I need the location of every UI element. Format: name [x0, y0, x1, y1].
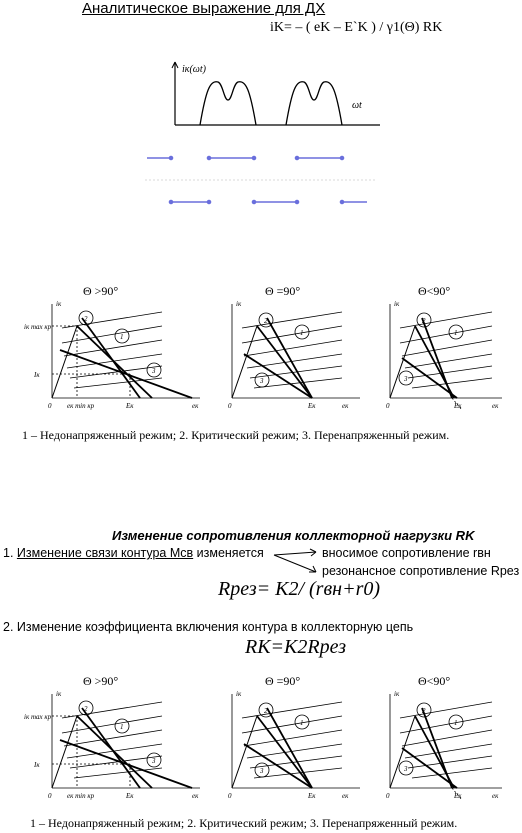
section-title-analytic: Аналитическое выражение для ДХ: [82, 0, 326, 17]
panel-a: [52, 304, 200, 398]
marker-2-c2: 2: [422, 707, 426, 715]
marker-3-a: 3: [152, 367, 156, 375]
marker-2-c: 2: [422, 317, 426, 325]
marker-3-b: 3: [260, 377, 264, 385]
ekmin-label-a: eк min кр: [67, 402, 95, 410]
ek-label-c: eк: [492, 402, 499, 410]
arrow-bottom-text: резонансное сопротивление Rрез: [322, 564, 520, 578]
Ek-label-c2: Eк: [454, 792, 462, 800]
ek-label-b: eк: [342, 402, 349, 410]
item1-link: Изменение связи контура Mсв: [16, 546, 194, 560]
Ik-label-a2: Iк: [34, 761, 40, 769]
branch-arrows: [272, 547, 322, 577]
item2-line: 2. Изменение коэффициента включения контура в коллекторную цепь: [3, 620, 414, 634]
panel-c: [390, 304, 502, 410]
load-lines-diagram-2: [22, 688, 507, 806]
marker-1-b2: 1: [300, 719, 304, 727]
marker-1-b: 1: [300, 329, 304, 337]
diagram2-title-c: Θ<90°: [418, 674, 451, 688]
Ek-label-a2: Eк: [126, 792, 134, 800]
marker-3-c2: 3: [404, 765, 408, 773]
zero-label-a2: 0: [48, 792, 52, 800]
marker-2-b: 2: [264, 317, 268, 325]
item1-line: [3, 546, 264, 560]
Ik-label-a: Iк: [34, 371, 40, 379]
diagram2-caption: 1 – Недонапряженный режим; 2. Критический режим; 3. Перенапряженный режим.: [30, 816, 458, 830]
waveform-ylabel: iк(ωt): [182, 64, 206, 75]
zero-label-c: 0: [386, 402, 390, 410]
ek-label-b2: eк: [342, 792, 349, 800]
Ek-label-c: Eк: [454, 402, 462, 410]
zero-label-c2: 0: [386, 792, 390, 800]
marker-2-a2: 2: [84, 705, 88, 713]
ik-label-a: iк: [56, 300, 62, 308]
ek-label-a2: eк: [192, 792, 199, 800]
ik-label-c2: iк: [394, 690, 400, 698]
item1-suffix: изменяется: [193, 546, 264, 560]
ek-label-c2: eк: [492, 792, 499, 800]
diagram2-title-a: Θ >90°: [83, 674, 119, 688]
ikmax-label-a: iк max кр: [24, 323, 52, 331]
marker-3-a2: 3: [152, 757, 156, 765]
marker-2-b2: 2: [264, 707, 268, 715]
diagram1-title-a: Θ >90°: [83, 284, 119, 298]
diagram1-title-c: Θ<90°: [418, 284, 451, 298]
arrow-top-text: вносимое сопротивление rвн: [322, 546, 491, 560]
ik-label-b: iк: [236, 300, 242, 308]
Ek-label-b: Eк: [308, 402, 316, 410]
ik-label-b2: iк: [236, 690, 242, 698]
ikmax-label-a2: iк max кр: [24, 713, 52, 721]
panel-b: [232, 304, 360, 398]
item1-prefix: 1.: [3, 546, 17, 560]
ik-label-c: iк: [394, 300, 400, 308]
ik-label-a2: iк: [56, 690, 62, 698]
section-heading-rk: Изменение сопротивления коллекторной нагрузки RK: [112, 528, 475, 543]
zero-label-b: 0: [228, 402, 232, 410]
ek-label-a: eк: [192, 402, 199, 410]
waveform-xlabel: ωt: [352, 100, 362, 111]
rez-formula: Rрез= K2/ (rвн+r0): [218, 578, 381, 600]
marker-2-a: 2: [84, 315, 88, 323]
current-waveform: [160, 60, 390, 130]
ekmin-label-a2: eк min кр: [67, 792, 95, 800]
marker-1-a: 1: [120, 333, 124, 341]
diagram1-title-b: Θ =90°: [265, 284, 301, 298]
marker-1-c: 1: [454, 329, 458, 337]
zero-label-b2: 0: [228, 792, 232, 800]
Ek-label-b2: Eк: [308, 792, 316, 800]
marker-1-a2: 1: [120, 723, 124, 731]
rk-formula: RK=K2Rрез: [245, 636, 347, 658]
marker-1-c2: 1: [454, 719, 458, 727]
marker-3-c: 3: [404, 375, 408, 383]
marker-3-b2: 3: [260, 767, 264, 775]
load-lines-diagram-1: [22, 298, 507, 416]
diagram1-caption: 1 – Недонапряженный режим; 2. Критический режим; 3. Перенапряженный режим.: [22, 428, 450, 442]
zero-label-a: 0: [48, 402, 52, 410]
Ek-label-a: Eк: [126, 402, 134, 410]
dx-formula: iK= – ( eK – E`K ) / γ1(Θ) RK: [270, 20, 443, 35]
square-wave: [145, 152, 375, 208]
diagram2-title-b: Θ =90°: [265, 674, 301, 688]
